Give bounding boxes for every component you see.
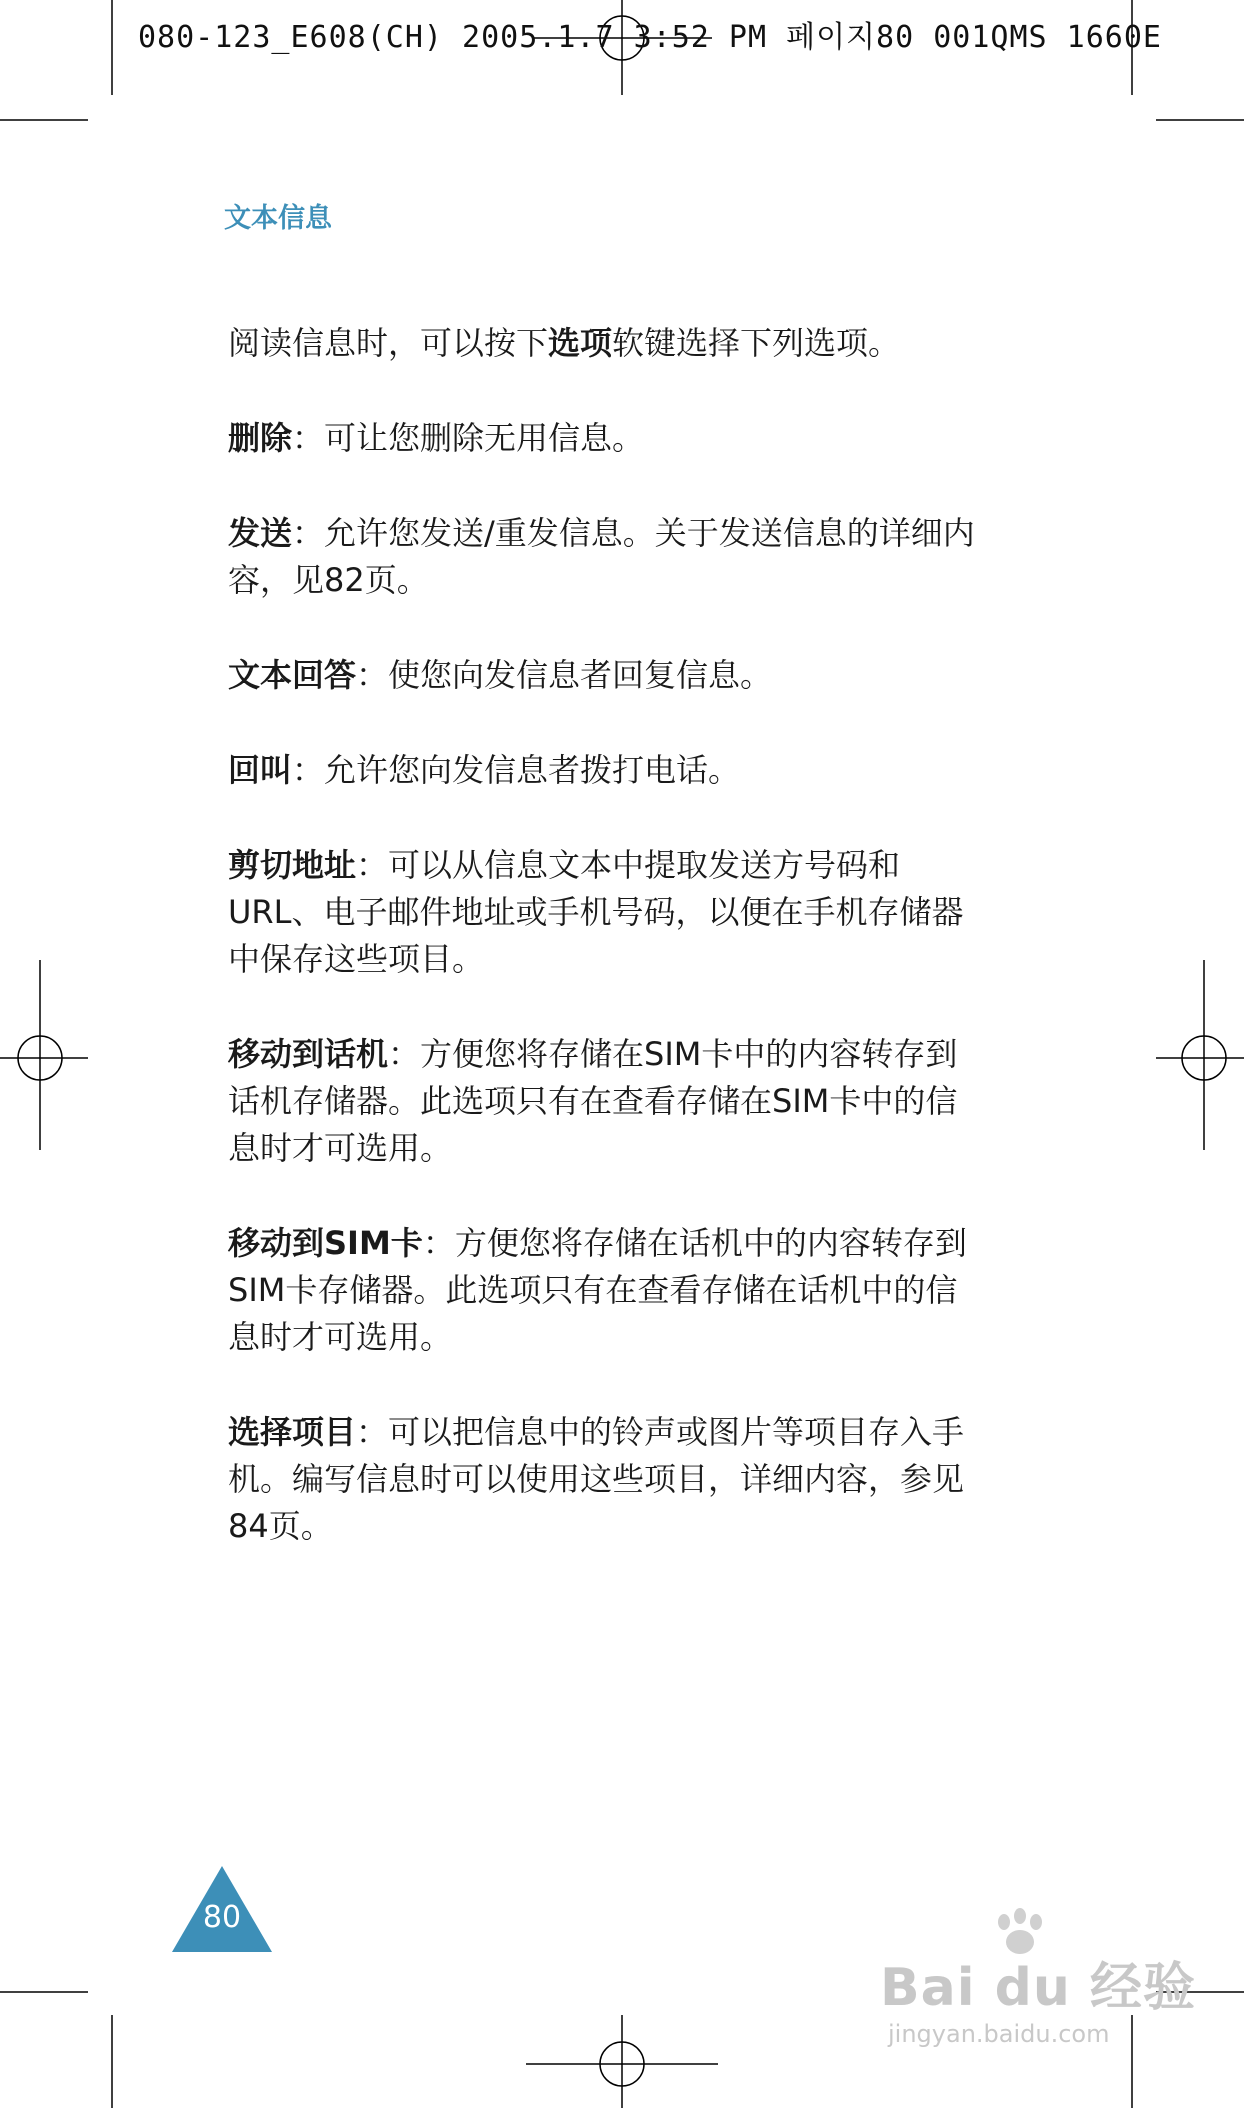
- option-cut-address: [228, 842, 988, 983]
- option-term: 回叫: [228, 751, 293, 789]
- watermark-logo: Bai du 经验: [880, 1958, 1196, 2018]
- option-term: 发送: [228, 514, 293, 552]
- option-move-to-sim: [228, 1220, 988, 1361]
- option-text-reply: [228, 652, 988, 699]
- option-send: [228, 510, 988, 604]
- print-slug: 080-123_E608(CH) 2005.1.7 3:52 PM 페이지80 001QMS 1660E: [138, 20, 1162, 55]
- option-desc: ：方便您将存储在SIM卡中的内容转存到话机存储器。此选项只有在查看存储在SIM卡中的信息时才可选用。: [228, 1035, 958, 1167]
- option-delete: [228, 415, 988, 462]
- option-desc: ：可让您删除无用信息。: [292, 419, 645, 457]
- section-header: 文本信息: [224, 203, 332, 234]
- intro-text-before: 阅读信息时，可以按下: [228, 324, 549, 362]
- option-term: 移动到SIM卡: [228, 1224, 423, 1262]
- option-desc: ：使您向发信息者回复信息。: [356, 656, 773, 694]
- option-term: 文本回答: [228, 656, 357, 694]
- intro-paragraph: [228, 320, 988, 367]
- option-term: 剪切地址: [228, 846, 357, 884]
- option-term: 移动到话机: [228, 1035, 389, 1073]
- option-move-to-phone: [228, 1031, 988, 1172]
- intro-text-after: 软键选择下列选项。: [612, 324, 901, 362]
- option-term: 选择项目: [228, 1413, 357, 1451]
- intro-options-key: 选项: [548, 324, 613, 362]
- option-select-item: [228, 1409, 988, 1550]
- watermark: [880, 1945, 1196, 2048]
- option-term: 删除: [228, 419, 293, 457]
- option-desc: ：方便您将存储在话机中的内容转存到SIM卡存储器。此选项只有在查看存储在话机中的信息时才可选用。: [228, 1224, 967, 1356]
- option-call-back: [228, 747, 988, 794]
- option-desc: ：可以从信息文本中提取发送方号码和URL、电子邮件地址或手机号码，以便在手机存储器中保存这些项目。: [228, 846, 964, 978]
- page-number: 80: [202, 1900, 242, 1935]
- options-content: [228, 320, 988, 1598]
- option-desc: ：允许您向发信息者拨打电话。: [292, 751, 741, 789]
- option-desc: ：允许您发送/重发信息。关于发送信息的详细内容，见82页。: [228, 514, 975, 599]
- option-desc: ：可以把信息中的铃声或图片等项目存入手机。编写信息时可以使用这些项目，详细内容，参见84页。: [228, 1413, 965, 1545]
- watermark-url: jingyan.baidu.com: [888, 2020, 1110, 2048]
